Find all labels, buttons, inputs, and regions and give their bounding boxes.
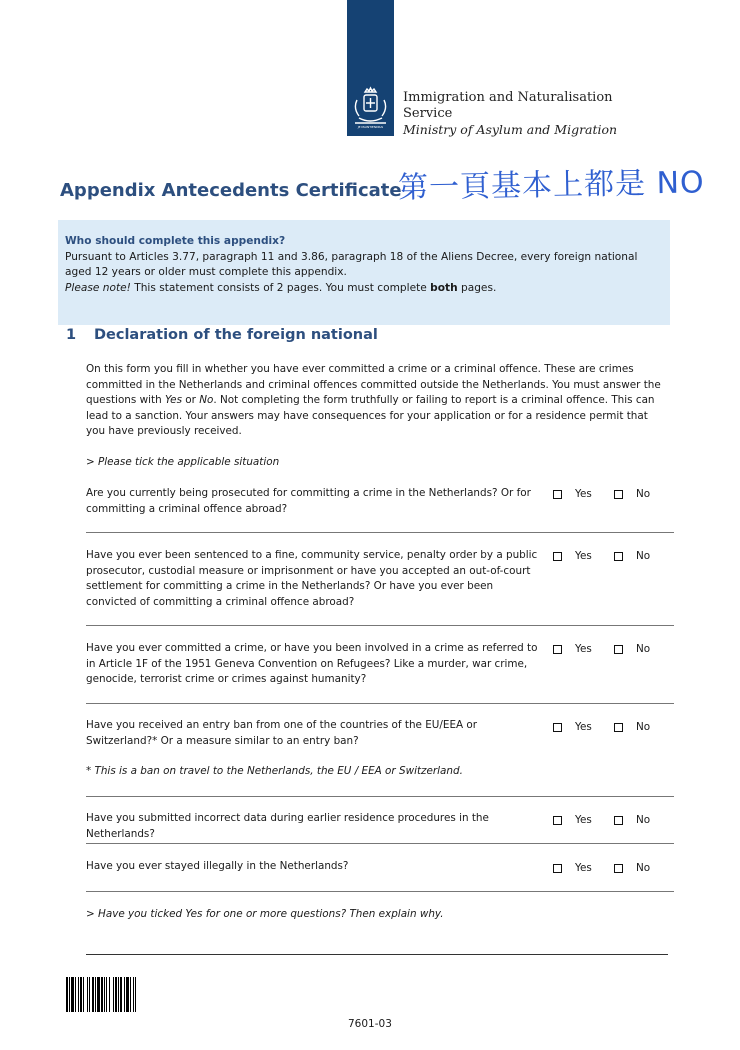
section-intro bbox=[86, 362, 666, 440]
explanation-line[interactable] bbox=[86, 954, 668, 955]
question-2-no[interactable] bbox=[614, 550, 650, 562]
question-6-yes[interactable] bbox=[553, 862, 592, 874]
question-2-yes[interactable] bbox=[553, 550, 592, 562]
question-5-text: Have you submitted incorrect data during earlier residence procedures in the Netherlands? bbox=[86, 812, 489, 840]
checkbox-icon[interactable] bbox=[553, 645, 562, 654]
info-box bbox=[58, 220, 670, 325]
form-number: 7601-03 bbox=[348, 1018, 392, 1030]
divider bbox=[86, 796, 674, 797]
no-label: No bbox=[636, 643, 651, 655]
org-ministry: Ministry of Asylum and Migration bbox=[403, 122, 618, 137]
yes-label: Yes bbox=[575, 814, 592, 826]
barcode-icon bbox=[66, 977, 174, 1012]
checkbox-icon[interactable] bbox=[614, 723, 623, 732]
checkbox-icon[interactable] bbox=[553, 490, 562, 499]
section-number: 1 bbox=[66, 327, 77, 343]
yes-label: Yes bbox=[575, 862, 592, 874]
divider bbox=[86, 891, 674, 892]
page-title: Appendix Antecedents Certificate bbox=[60, 180, 402, 201]
intro-yes: Yes bbox=[164, 394, 182, 407]
checkbox-icon[interactable] bbox=[553, 864, 562, 873]
info-box-title: Who should complete this appendix? bbox=[65, 235, 286, 247]
note-bold: both bbox=[430, 281, 458, 294]
divider bbox=[86, 703, 674, 704]
crest-icon bbox=[349, 86, 392, 130]
note-label: Please note! bbox=[65, 281, 131, 294]
tick-instruction: > Please tick the applicable situation bbox=[86, 456, 280, 468]
checkbox-icon[interactable] bbox=[614, 816, 623, 825]
no-label: No bbox=[636, 721, 651, 733]
checkbox-icon[interactable] bbox=[553, 816, 562, 825]
question-3-yes[interactable] bbox=[553, 643, 592, 655]
yes-label: Yes bbox=[575, 643, 592, 655]
no-label: No bbox=[636, 862, 651, 874]
question-1-text: Are you currently being prosecuted for committing a crime in the Netherlands? Or for committing a criminal offence abroad? bbox=[86, 487, 531, 515]
question-4-footnote: * This is a ban on travel to the Netherlands, the EU / EEA or Switzerland. bbox=[86, 765, 463, 777]
intro-or: or bbox=[181, 394, 200, 407]
checkbox-icon[interactable] bbox=[553, 723, 562, 732]
yes-label: Yes bbox=[575, 550, 592, 562]
note-text-a: This statement consists of 2 pages. You must complete bbox=[130, 281, 431, 294]
checkbox-icon[interactable] bbox=[614, 552, 623, 561]
question-3-text: Have you ever committed a crime, or have you been involved in a crime as referred to in Article 1F of the 1951 Geneva Convention on Refugees? Like a murder, war crime, genocide, terrorist crime or crimes against humanity? bbox=[86, 642, 538, 686]
explanation-instruction: > Have you ticked Yes for one or more questions? Then explain why. bbox=[86, 908, 444, 920]
question-5-no[interactable] bbox=[614, 814, 650, 826]
no-label: No bbox=[636, 550, 651, 562]
no-label: No bbox=[636, 488, 651, 500]
question-3-no[interactable] bbox=[614, 643, 650, 655]
divider bbox=[86, 843, 674, 844]
yes-label: Yes bbox=[575, 721, 592, 733]
info-box-text: Pursuant to Articles 3.77, paragraph 11 and 3.86, paragraph 18 of the Aliens Decree, every foreign national aged 12 years or older must complete this appendix. bbox=[65, 250, 638, 278]
question-4-no[interactable] bbox=[614, 721, 650, 733]
checkbox-icon[interactable] bbox=[553, 552, 562, 561]
intro-b: . Not completing the form truthfully or failing to report is a criminal offence. This can lead to a sanction. Your answers may have consequences for your application or for a residence permit that you have previously received. bbox=[86, 394, 655, 438]
question-1-no[interactable] bbox=[614, 488, 650, 500]
no-label: No bbox=[636, 814, 651, 826]
checkbox-icon[interactable] bbox=[614, 864, 623, 873]
org-line-1: Immigration and Naturalisation bbox=[403, 90, 613, 105]
question-6-no[interactable] bbox=[614, 862, 650, 874]
question-5-yes[interactable] bbox=[553, 814, 592, 826]
info-box-note bbox=[65, 281, 663, 297]
org-line-2: Service bbox=[403, 106, 453, 121]
organization-name bbox=[403, 90, 617, 138]
section-title: Declaration of the foreign national bbox=[94, 327, 378, 343]
intro-a: On this form you fill in whether you have ever committed a crime or a criminal offence. These are crimes committed in the Netherlands and criminal offences committed outside the Netherlands. You must answer the questions with bbox=[86, 363, 661, 407]
question-2-text: Have you ever been sentenced to a fine, community service, penalty order by a public prosecutor, custodial measure or imprisonment or have you accepted an out-of-court settlement for committing a crime in the Netherlands? Or have you ever been convicted of committing a criminal offence abroad? bbox=[86, 549, 538, 608]
question-1-yes[interactable] bbox=[553, 488, 592, 500]
intro-no: No bbox=[199, 394, 214, 407]
question-6-text: Have you ever stayed illegally in the Netherlands? bbox=[86, 860, 349, 872]
checkbox-icon[interactable] bbox=[614, 490, 623, 499]
checkbox-icon[interactable] bbox=[614, 645, 623, 654]
svg-text:JE MAINTIENDRAI: JE MAINTIENDRAI bbox=[357, 125, 384, 129]
handwritten-note: 第一頁基本上都是 NO bbox=[397, 165, 705, 206]
divider bbox=[86, 532, 674, 533]
note-text-b: pages. bbox=[457, 281, 497, 294]
divider bbox=[86, 625, 674, 626]
yes-label: Yes bbox=[575, 488, 592, 500]
question-4-text: Have you received an entry ban from one of the countries of the EU/EEA or Switzerland?* Or a measure similar to an entry ban? bbox=[86, 719, 478, 747]
question-4-yes[interactable] bbox=[553, 721, 592, 733]
